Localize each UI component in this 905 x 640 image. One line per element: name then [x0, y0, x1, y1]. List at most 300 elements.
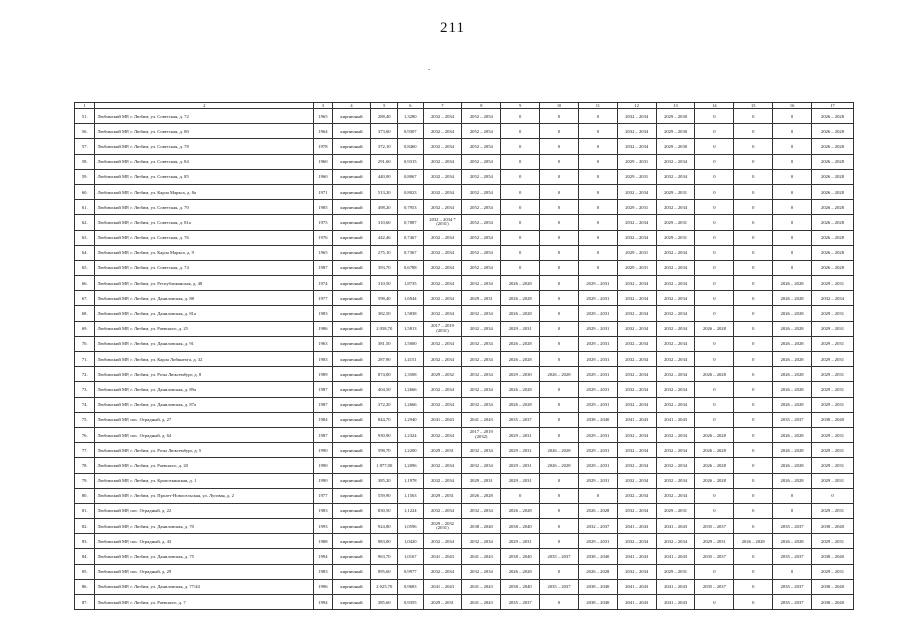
table-cell: 79. — [75, 473, 95, 488]
table-cell: 2035 – 2037 — [540, 549, 579, 564]
table-cell: 0,9683 — [398, 579, 424, 594]
table-cell: 0 — [734, 352, 773, 367]
table-cell: 0 — [695, 139, 734, 154]
table-cell: 0 — [734, 260, 773, 275]
table-cell: 2038 – 2040 — [578, 579, 617, 594]
address-cell: Любимский МР, пос. Отрадный, д. 29 — [95, 564, 314, 579]
table-cell: 1,6944 — [398, 291, 424, 306]
table-cell: 2041 – 2043 — [462, 579, 501, 594]
table-cell: 2032 – 2034 — [656, 245, 695, 260]
table-cell: 2041 – 2043 — [617, 579, 656, 594]
table-cell: 1976 — [314, 230, 332, 245]
table-cell: кирпичный — [332, 367, 371, 382]
table-cell: 2032 – 2034 — [423, 564, 462, 579]
table-cell: 2032 – 2034 — [656, 473, 695, 488]
column-number: 16 — [773, 103, 812, 109]
address-cell: Любимский МР, пос. Отрадный, д. 64 — [95, 427, 314, 442]
table-cell: 0 — [734, 184, 773, 199]
table-cell: 0 — [734, 473, 773, 488]
table-cell: 0 — [540, 519, 579, 534]
column-number: 10 — [540, 103, 579, 109]
address-cell: Любимский МР, г. Любим, ул. Республиканская, д. 48 — [95, 276, 314, 291]
table-cell: 2029 – 2031 — [812, 306, 854, 321]
address-cell: Любимский МР, г. Любим, ул. Розы Люксембург, д. 8 — [95, 367, 314, 382]
page-number: 211 — [440, 20, 465, 36]
table-cell: 2032 – 2034 — [617, 321, 656, 336]
table-row — [75, 367, 854, 382]
table-cell: 2029 – 2031 — [812, 427, 854, 442]
table-cell: 2032 – 2034 — [423, 352, 462, 367]
table-cell: 2032 – 2034 — [462, 306, 501, 321]
table-cell: 2029 – 2031 — [656, 503, 695, 518]
table-cell: 2032 – 2034 — [617, 276, 656, 291]
table-row — [75, 276, 854, 291]
address-cell: Любимский МР, г. Любим, ул. Даниловская, д. 75 — [95, 549, 314, 564]
table-cell: 0 — [734, 109, 773, 124]
table-cell: кирпичный — [332, 154, 371, 169]
table-cell: 2026 – 2028 — [695, 367, 734, 382]
table-cell: 0,8460 — [398, 139, 424, 154]
table-cell: 2029 – 2031 — [578, 427, 617, 442]
table-cell: 0 — [501, 154, 540, 169]
table-cell: 2029 – 2031 — [656, 230, 695, 245]
table-cell: 2029 – 2031 — [578, 473, 617, 488]
table-cell: 0 — [540, 427, 579, 442]
address-cell: Любимский МР, г. Любим, ул. Советская, д. 85 — [95, 169, 314, 184]
table-cell: 0 — [540, 595, 579, 610]
table-cell: 2032 – 2034 — [617, 306, 656, 321]
table-cell: 310,50 — [371, 276, 398, 291]
table-cell: 2032 – 2034 — [656, 169, 695, 184]
table-cell: 440,00 — [371, 169, 398, 184]
table-cell: 2032 – 2034 — [656, 200, 695, 215]
table-cell: 2032 – 2034 — [423, 397, 462, 412]
table-row — [75, 260, 854, 275]
column-number: 13 — [656, 103, 695, 109]
table-cell: 2041 – 2043 — [617, 549, 656, 564]
table-cell: 2029 – 2031 — [423, 443, 462, 458]
table-cell: 1963 — [314, 336, 332, 351]
table-cell: 2041 – 2043 — [617, 595, 656, 610]
table-cell: 963,70 — [371, 549, 398, 564]
table-cell: 2029 – 2030 — [501, 367, 540, 382]
table-cell: 0 — [501, 169, 540, 184]
table-cell: 2029 – 2031 — [617, 260, 656, 275]
table-cell: 0 — [695, 291, 734, 306]
table-cell: 1,3280 — [398, 109, 424, 124]
table-cell: 74. — [75, 397, 95, 412]
table-cell: 2029 – 2031 — [656, 564, 695, 579]
table-cell: 2041 – 2043 — [656, 519, 695, 534]
table-cell: 2032 – 2034 — [656, 352, 695, 367]
table-cell: 0 — [501, 124, 540, 139]
table-cell: 84. — [75, 549, 95, 564]
table-cell: 0 — [540, 260, 579, 275]
table-cell: 2032 – 2034 — [656, 458, 695, 473]
table-cell: 2032 – 2034 — [617, 367, 656, 382]
table-cell: 0 — [734, 549, 773, 564]
table-cell: 0 — [734, 564, 773, 579]
table-cell: 2029 – 2031 — [812, 276, 854, 291]
table-cell: кирпичный — [332, 427, 371, 442]
table-cell: 2026 – 2028 — [501, 352, 540, 367]
table-cell: 2026 – 2028 — [773, 473, 812, 488]
table-cell: 2032 – 2034 — [656, 382, 695, 397]
table-cell: 0 — [578, 260, 617, 275]
table-cell: кирпичный — [332, 534, 371, 549]
table-cell: 0 — [695, 154, 734, 169]
table-row — [75, 488, 854, 503]
table-cell: 930,90 — [371, 427, 398, 442]
address-cell: Любимский МР, г. Любим, ул. Даниловская, д. 81а — [95, 306, 314, 321]
table-cell: 0 — [695, 276, 734, 291]
table-cell: 2029 – 2030 — [656, 139, 695, 154]
table-cell: 2029 – 2031 — [812, 336, 854, 351]
table-cell: 1987 — [314, 397, 332, 412]
table-row — [75, 534, 854, 549]
table-cell: 2029 – 2031 — [578, 382, 617, 397]
table-cell: 1,1978 — [398, 473, 424, 488]
table-cell: 2032 – 2034 — [617, 473, 656, 488]
table-row — [75, 245, 854, 260]
table-cell: 2026 – 2028 — [695, 473, 734, 488]
table-cell: 2032 – 2034 — [423, 109, 462, 124]
table-cell: 2026 – 2028 — [773, 443, 812, 458]
address-cell: Любимский МР, г. Любим, ул. Карла Маркса, д. 8а — [95, 184, 314, 199]
table-cell: 1978 — [314, 139, 332, 154]
address-cell: Любимский МР, г. Любим, ул. Советская, д. 84 — [95, 154, 314, 169]
table-cell: 2032 – 2034 — [462, 276, 501, 291]
table-cell: 2052 – 2054 — [462, 139, 501, 154]
table-cell: 1988 — [314, 534, 332, 549]
table-cell: 0 — [695, 306, 734, 321]
table-cell: 2032 – 2034 — [656, 336, 695, 351]
table-cell: 2029 – 2030 — [656, 124, 695, 139]
table-cell: 2029 – 2032 (2031) — [423, 519, 462, 534]
table-cell: 0 — [501, 184, 540, 199]
address-cell: Любимский МР, г. Любим, ул. Розы Люксембург, д. 5 — [95, 443, 314, 458]
table-cell: 2029 – 2031 — [812, 443, 854, 458]
table-cell: 0 — [540, 109, 579, 124]
column-number: 7 — [423, 103, 462, 109]
table-cell: 2032 – 2034 — [617, 443, 656, 458]
table-cell: 0 — [734, 519, 773, 534]
table-cell: кирпичный — [332, 488, 371, 503]
table-cell: 0,9355 — [398, 595, 424, 610]
table-cell: 2052 – 2054 — [462, 124, 501, 139]
table-cell: 81. — [75, 503, 95, 518]
table-cell: 0 — [773, 503, 812, 518]
table-cell: 0 — [540, 352, 579, 367]
table-cell: 2026 – 2028 — [501, 276, 540, 291]
table-cell: 2038 – 2040 — [812, 579, 854, 594]
table-cell: 0,7467 — [398, 230, 424, 245]
table-cell: 2032 – 2034 — [423, 124, 462, 139]
table-cell: 2029 – 2031 — [501, 473, 540, 488]
table-cell: 2041 – 2043 — [462, 595, 501, 610]
table-cell: 2026 – 2028 — [501, 306, 540, 321]
table-cell: 385,60 — [371, 595, 398, 610]
address-cell: Любимский МР, пос. Отрадный, д. 22 — [95, 503, 314, 518]
table-cell: 0,9315 — [398, 154, 424, 169]
table-cell: 0 — [501, 260, 540, 275]
table-cell: 2029 – 2031 — [812, 367, 854, 382]
table-cell: 287,90 — [371, 352, 398, 367]
table-cell: 2026 – 2028 — [812, 139, 854, 154]
table-cell: 1985 — [314, 200, 332, 215]
table-cell: 2026 – 2028 — [812, 184, 854, 199]
table-cell: 2026 – 2028 — [812, 109, 854, 124]
table-row — [75, 519, 854, 534]
column-number: 12 — [617, 103, 656, 109]
table-cell: кирпичный — [332, 169, 371, 184]
address-cell: Любимский МР, г. Любим, ул. Даниловская, д. 89а — [95, 382, 314, 397]
table-cell: 2029 – 2031 — [578, 458, 617, 473]
table-cell: 2041 – 2043 — [423, 549, 462, 564]
table-cell: 62. — [75, 215, 95, 230]
table-cell: 2035 – 2037 — [695, 579, 734, 594]
table-cell: 0,7953 — [398, 200, 424, 215]
table-cell: 2032 – 2034 — [656, 291, 695, 306]
table-cell: 2032 – 2034 — [423, 139, 462, 154]
table-cell: 2032 – 2034 — [656, 260, 695, 275]
table-row — [75, 306, 854, 321]
table-cell: 0 — [734, 336, 773, 351]
table-cell: 0 — [695, 397, 734, 412]
table-cell: 372,10 — [371, 139, 398, 154]
table-cell: 0 — [695, 488, 734, 503]
table-cell: 2017 – 2019 (2031) — [423, 321, 462, 336]
page-dot: . — [428, 62, 431, 72]
table-cell: 404,50 — [371, 382, 398, 397]
table-cell: 2026 – 2028 — [501, 503, 540, 518]
address-cell: Любимский МР, г. Любим, ул. Советская, д. 72 — [95, 109, 314, 124]
table-cell: 2029 – 2031 — [578, 397, 617, 412]
table-cell: 1987 — [314, 427, 332, 442]
table-cell: кирпичный — [332, 245, 371, 260]
table-cell: 2029 – 2031 — [501, 534, 540, 549]
table-cell: 0 — [578, 200, 617, 215]
address-cell: Любимский МР, пос. Отрадный, д. 27 — [95, 412, 314, 427]
table-cell: 2029 – 2031 — [617, 169, 656, 184]
address-cell: Любимский МР, г. Любим, ул. Раевского, д. 7 — [95, 595, 314, 610]
table-cell: кирпичный — [332, 382, 371, 397]
table-cell: 0 — [540, 564, 579, 579]
table-cell: 0 — [734, 595, 773, 610]
table-row — [75, 336, 854, 351]
table-cell: 2029 – 2031 — [578, 352, 617, 367]
table-cell: 559,90 — [371, 488, 398, 503]
table-cell: 0 — [540, 291, 579, 306]
table-cell: 0 — [695, 260, 734, 275]
table-cell: 0 — [773, 124, 812, 139]
table-row — [75, 124, 854, 139]
table-row — [75, 291, 854, 306]
table-cell: кирпичный — [332, 397, 371, 412]
table-cell: 0 — [734, 245, 773, 260]
table-cell: 2029 – 2031 — [423, 488, 462, 503]
table-cell: 2029 – 2031 — [578, 443, 617, 458]
table-cell: 2052 – 2054 — [462, 230, 501, 245]
table-cell: 2032 – 2034 — [617, 564, 656, 579]
table-cell: 0 — [578, 488, 617, 503]
table-cell: 2032 – 2034 — [656, 321, 695, 336]
table-cell: 2032 – 2034 — [617, 427, 656, 442]
table-cell: 895,60 — [371, 564, 398, 579]
table-cell: 2029 – 2031 — [501, 458, 540, 473]
table-cell: 1996 — [314, 579, 332, 594]
table-cell: 2029 – 2030 — [656, 109, 695, 124]
table-cell: 2029 – 2031 — [812, 397, 854, 412]
table-cell: 2032 – 2034 — [617, 352, 656, 367]
table-cell: 0 — [773, 169, 812, 184]
table-cell: 2032 – 2034 — [617, 458, 656, 473]
table-cell: 0,9977 — [398, 564, 424, 579]
table-cell: 2026 – 2028 — [773, 306, 812, 321]
table-cell: 0 — [540, 124, 579, 139]
table-cell: 0 — [734, 579, 773, 594]
table-cell: 80. — [75, 488, 95, 503]
column-number: 14 — [695, 103, 734, 109]
table-cell: 73. — [75, 382, 95, 397]
table-cell: 1,2096 — [398, 458, 424, 473]
table-cell: 0 — [695, 169, 734, 184]
table-cell: 2026 – 2028 — [812, 154, 854, 169]
table-row — [75, 184, 854, 199]
table-row — [75, 382, 854, 397]
address-cell: Любимский МР, г. Любим, ул. Советская, д. 80 — [95, 124, 314, 139]
table-cell: 0 — [773, 154, 812, 169]
table-cell: 0 — [695, 215, 734, 230]
table-cell: 77. — [75, 443, 95, 458]
table-cell: 1,2666 — [398, 397, 424, 412]
table-cell: 70. — [75, 336, 95, 351]
column-number: 9 — [501, 103, 540, 109]
table-cell: 0 — [734, 427, 773, 442]
table-cell: 0 — [734, 215, 773, 230]
table-cell: 57. — [75, 139, 95, 154]
address-cell: Любимский МР, г. Любим, ул. Даниловская, д. 77/44 — [95, 579, 314, 594]
table-cell: 1,5813 — [398, 321, 424, 336]
table-cell: 1960 — [314, 169, 332, 184]
table-cell: 2032 – 2037 — [578, 519, 617, 534]
table-cell: 0 — [773, 230, 812, 245]
table-row — [75, 169, 854, 184]
table-cell: кирпичный — [332, 109, 371, 124]
table-cell: 0 — [540, 336, 579, 351]
column-number: 6 — [398, 103, 424, 109]
table-cell: 0 — [734, 169, 773, 184]
table-cell: кирпичный — [332, 306, 371, 321]
table-cell: 442,46 — [371, 230, 398, 245]
table-cell: 598,40 — [371, 291, 398, 306]
table-cell: 2032 – 2034 — [617, 488, 656, 503]
table-cell: 0 — [734, 443, 773, 458]
table-cell: 2026 – 2028 — [812, 124, 854, 139]
column-number: 5 — [371, 103, 398, 109]
table-cell: кирпичный — [332, 184, 371, 199]
table-cell: 2035 – 2037 — [501, 595, 540, 610]
table-cell: 0 — [695, 352, 734, 367]
table-cell: 2038 – 2040 — [578, 595, 617, 610]
table-cell: кирпичный — [332, 336, 371, 351]
table-cell: 2026 – 2028 — [734, 534, 773, 549]
table-cell: кирпичный — [332, 260, 371, 275]
table-cell: 68. — [75, 306, 95, 321]
table-cell: 0 — [695, 503, 734, 518]
table-cell: 2029 – 2031 — [812, 382, 854, 397]
column-number: 1 — [75, 103, 95, 109]
table-cell: 2032 – 2034 — [656, 154, 695, 169]
table-cell: 1984 — [314, 412, 332, 427]
table-cell: 2026 – 2028 — [773, 427, 812, 442]
table-cell: 0,8023 — [398, 184, 424, 199]
table-cell: 2038 – 2040 — [501, 519, 540, 534]
table-cell: 2032 – 2034 — [656, 367, 695, 382]
table-cell: 2041 – 2043 — [617, 519, 656, 534]
table-cell: 2026 – 2028 — [773, 352, 812, 367]
table-cell: кирпичный — [332, 321, 371, 336]
table-cell: 0 — [773, 200, 812, 215]
table-cell: 1,2200 — [398, 443, 424, 458]
table-cell: 64. — [75, 245, 95, 260]
table-cell: 1971 — [314, 184, 332, 199]
table-cell: 1983 — [314, 503, 332, 518]
table-cell: 56. — [75, 124, 95, 139]
table-cell: 0 — [695, 245, 734, 260]
table-cell: кирпичный — [332, 579, 371, 594]
table-cell: 0 — [578, 154, 617, 169]
table-cell: 2032 – 2034 — [617, 230, 656, 245]
table-cell: 2029 – 2031 — [812, 473, 854, 488]
table-cell: 2032 – 2034 — [617, 139, 656, 154]
table-cell: 0 — [578, 215, 617, 230]
table-cell: 0 — [501, 215, 540, 230]
table-cell: 1990 — [314, 458, 332, 473]
address-cell: Любимский МР, г. Любим, ул. Карла Либкнехта, д. 32 — [95, 352, 314, 367]
address-cell: Любимский МР, г. Любим, ул. Раевского, д. 20 — [95, 458, 314, 473]
table-cell: 2026 – 2028 — [540, 443, 579, 458]
table-cell: 0 — [695, 336, 734, 351]
table-cell: 2029 – 2031 — [578, 336, 617, 351]
table-row — [75, 200, 854, 215]
table-cell: 0,7367 — [398, 245, 424, 260]
table-cell: 82. — [75, 519, 95, 534]
table-cell: 2026 – 2028 — [501, 336, 540, 351]
table-cell: 2032 – 2034 — [423, 230, 462, 245]
table-cell: 1964 — [314, 124, 332, 139]
table-cell: 0,7887 — [398, 215, 424, 230]
table-cell: 0 — [540, 488, 579, 503]
table-cell: 2032 – 2034 — [423, 534, 462, 549]
table-cell: 2052 – 2054 — [462, 200, 501, 215]
table-cell: 0 — [578, 230, 617, 245]
table-cell: 0 — [578, 124, 617, 139]
table-cell: 2026 – 2028 — [695, 458, 734, 473]
table-cell: 2035 – 2037 — [695, 519, 734, 534]
table-cell: 1,2324 — [398, 427, 424, 442]
table-cell: 0 — [773, 109, 812, 124]
table-cell: 1977 — [314, 291, 332, 306]
table-row — [75, 352, 854, 367]
table-cell: 2026 – 2028 — [812, 215, 854, 230]
table-cell: 0 — [734, 412, 773, 427]
table-cell: 0 — [501, 109, 540, 124]
table-cell: 2029 – 2031 — [578, 306, 617, 321]
table-cell: 2026 – 2028 — [578, 503, 617, 518]
table-cell: 2032 – 2034 — [423, 184, 462, 199]
table-cell: 0 — [501, 200, 540, 215]
